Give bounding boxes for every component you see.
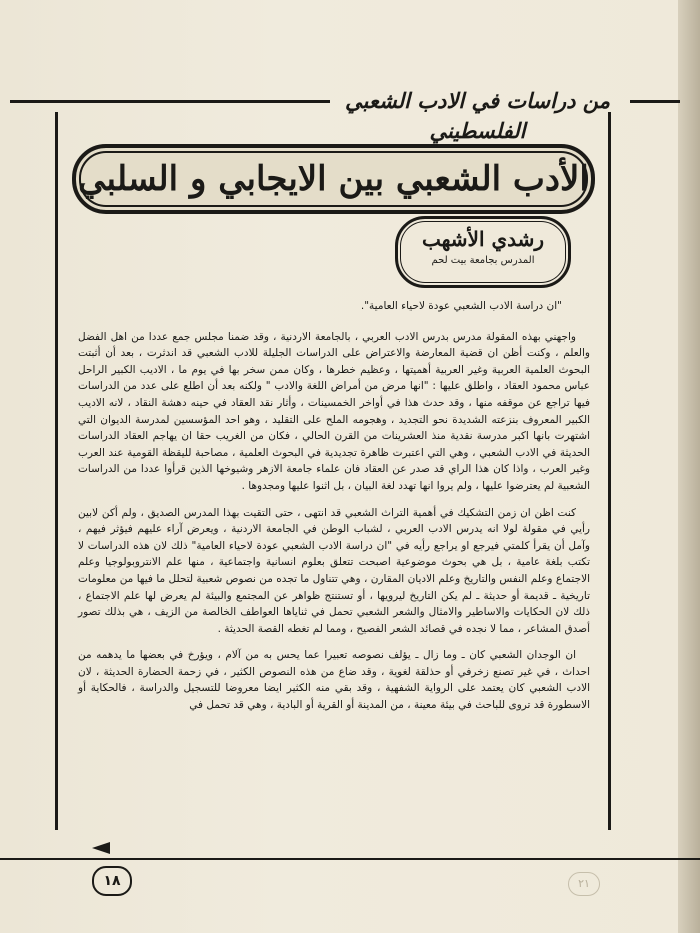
author-badge	[395, 216, 571, 288]
article-body	[78, 298, 590, 724]
continue-arrow-icon	[92, 842, 110, 854]
series-title: من دراسات في الادب الشعبي الفلسطيني	[345, 89, 610, 143]
article-paragraph: كنت اظن ان زمن التشكيك في أهمية التراث الشعبي قد انتهى ، حتى التقيت بهذا المدرس الصديق ، ولم أكن لابين رأيي في مقولة لولا انه يدرس الادب العربي ، لشباب الوطن في الجامعة الاردنية ، ويعرض آراء عليهم فيؤثر فيهم ، وآمل أن يقرأ كلمتي فيرجع او يراجع رأيه في "ان دراسة الادب الشعبي عودة لاحياء العامية" ذلك لان هذه الدراسات لا تكتب بلغة عامية ، بل هي بحوث موضوعية اصبحت تتعلق بعلوم انسانية واجتماعية ، منها علم الانتروبولوجيا وعلم الاجتماع وعلم النفس والتاريخ وعلم الاديان المقارن ، وهي تتناول ما تجده من نصوص شعبية لتحلل ما فيها من معلومات تاريخية ـ قديمة أو حديثة ـ لم يكن التاريخ ليرويها ، أو تستنتج ظواهر عن المجتمع والبيئة لم يعرض لها علم الاجتماع ، ذلك لان الحكايات والاساطير والامثال والشعر الشعبي تحمل في ثناياها العواطف الخالصة من الزيف ، هي بذلك تصور أصدق المشاعر ، مما لا نجده في قصائد الشعر الفصيح ، ومما لم تغطه القصة الحديثة .	[78, 506, 590, 635]
author-role: المدرس بجامعة بيت لحم	[431, 255, 535, 266]
header-rule-left	[10, 100, 330, 103]
article-paragraph: واجهني بهذه المقولة مدرس بدرس الادب العربي ، بالجامعة الاردنية ، وقد ضمنا مجلس جمع عددا من اهل الفضل والعلم ، وكنت أظن ان قضية المعارضة والاعتراض على الدراسات الجليلة للادب الشعبي قد اندثرت ، بعد أن أثبتت البحوث العلمية العربية وغير العربية أهميتها ، وعظيم خطرها ، وكان ممن سخر بها في يوم ما ، الاديب الكبير الراحل عباس محمود العقاد ، واطلق عليها : "انها مرض من أمراض اللغة والادب " ولكنه بعد أن اطلع على عدد من الدراسات فيها تراجع عن موقفه منها ، وقد حدث هذا في أواخر الخمسينات ، وأثار نقد العقاد في حينه دهشة النقاد ، لانه الاديب الكبير المعروف بنزعته الشديدة نحو التجديد ، وهجومه الملح على التقليد ، وهو احد المؤسسين لمدرسة الديوان التي اشتهرت بانها اكبر مدرسة نقدية منذ العشرينات من القرن الحالي ، فكان من الغريب حقا ان يهاجم العقاد الدراسات الحديثة في الادب الشعبي ، وهي التي اعتبرت ظاهرة تجديدية في البحوث العلمية ، مصاحبة لليقظة القومية عند العرب وغير العرب ، واذا كان هذا الراي قد صدر عن العقاد فان علماء جامعة الازهر وشيوخها الذين قرأوا عددا من الدراسات الشعبية لم يعترضوا عليها ، ولم يروا انها تهدد لغة البيان ، بل اثنوا عليها ومجدوها .	[78, 330, 590, 492]
page-number: ١٨	[92, 866, 132, 896]
opening-quote: "ان دراسة الادب الشعبي عودة لاحياء العامية".	[360, 300, 562, 312]
article-paragraph: ان الوجدان الشعبي كان ـ وما زال ـ يؤلف نصوصه تعبيرا عما يحس به من آلام ، ويؤرخ في بعضها ما يدهمه من احداث ، في غير تصنع زخرفي أو حذلقة لغوية ، وقد ضاع من هذه النصوص الكثير ، في زحمة الحضارة الحديثة ، لان الادب الشعبي كان يعتمد على الرواية الشفهية ، وقد بقي منه الكثير ايضا معروضا للتسجيل والدراسة ، فالحكاية أو الاسطورة قد تروى للباحث في بيئة معينة ، من المدينة أو القرية أو البادية ، وهي قد تحمل في	[78, 649, 590, 712]
header-rule-right	[630, 100, 680, 103]
ghost-page-number: ٢١	[568, 872, 600, 896]
page-spine	[678, 0, 700, 933]
article-title: الأدب الشعبي بين الايجابي و السلبي	[72, 144, 595, 214]
footer-rule	[0, 858, 700, 860]
author-name: رشدي الأشهب	[421, 227, 545, 251]
